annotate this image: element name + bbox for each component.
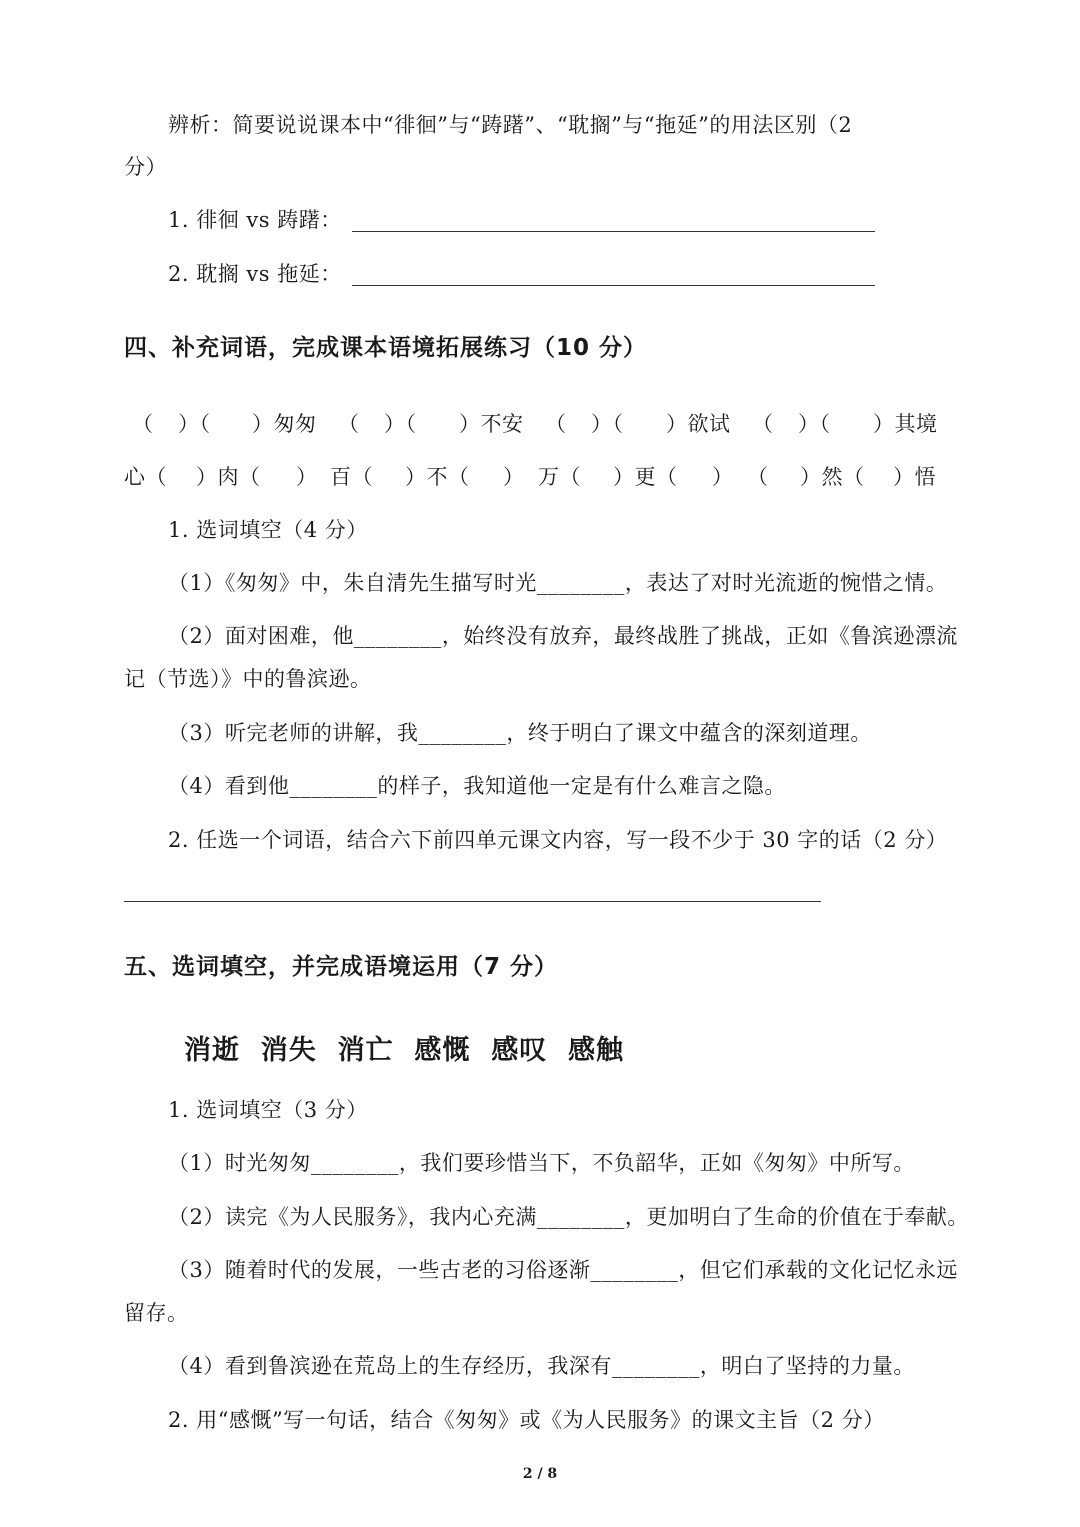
section-4-title: 四、补充词语，完成课本语境拓展练习（10 分） (124, 335, 648, 361)
s4-q1-item-4: （4）看到他________的样子，我知道他一定是有什么难言之隐。 (168, 774, 786, 798)
idiom-cell: （ (545, 412, 567, 436)
word-bank: 消逝 消失 消亡 感慨 感叹 感触 (184, 1035, 624, 1066)
s4-q1-item-1: （1）《匆匆》中，朱自清先生描写时光________，表达了对时光流逝的惋惜之情。 (168, 571, 948, 595)
idiom-cell: ）其境 (873, 412, 938, 436)
analysis-item-2: 2. 耽搁 vs 拖延： (168, 262, 342, 286)
analysis-item-1: 1. 徘徊 vs 踌躇： (168, 208, 342, 232)
s5-q1-item-2: （2）读完《为人民服务》，我内心充满________，更加明白了生命的价值在于奉献。 (168, 1205, 969, 1229)
idiom-cell: ）肉（ (196, 465, 261, 489)
idiom-cell: ）欲试 (666, 412, 731, 436)
idiom-cell: ）不安 (459, 412, 524, 436)
page-number: 2 / 8 (522, 1466, 558, 1482)
writing-answer-line[interactable] (124, 901, 821, 902)
idiom-cell: 心（ (124, 465, 167, 489)
s5-q1-item-3-cont: 留存。 (124, 1301, 189, 1325)
idiom-cell: ）更（ (613, 465, 678, 489)
s4-q2-heading: 2. 任选一个词语，结合六下前四单元课文内容，写一段不少于 30 字的话（2 分） (168, 828, 948, 852)
idiom-cell: ）不（ (405, 465, 470, 489)
idiom-cell: 万（ (538, 465, 581, 489)
idiom-cell: （ (338, 412, 360, 436)
idiom-cell: 百（ (330, 465, 373, 489)
idiom-cell: ）然（ (800, 465, 865, 489)
idiom-cell: ）（ (798, 412, 831, 436)
s4-q1-item-2-cont: 记（节选）》中的鲁滨逊。 (124, 667, 372, 691)
s5-q1-heading: 1. 选词填空（3 分） (168, 1098, 368, 1122)
idiom-cell: （ (752, 412, 774, 436)
analysis-prompt: 辨析：简要说说课本中“徘徊”与“踌躇”、“耽搁”与“拖延”的用法区别（2 (168, 113, 853, 137)
answer-line-1[interactable] (352, 231, 875, 232)
answer-line-2[interactable] (352, 285, 875, 286)
s5-q1-item-4: （4）看到鲁滨逊在荒岛上的生存经历，我深有________，明白了坚持的力量。 (168, 1354, 915, 1378)
s4-q1-heading: 1. 选词填空（4 分） (168, 518, 368, 542)
idiom-cell: ）（ (178, 412, 211, 436)
idiom-cell: （ (132, 412, 154, 436)
s4-q1-item-2: （2）面对困难，他________，始终没有放弃，最终战胜了挑战，正如《鲁滨逊漂流 (168, 624, 958, 648)
idiom-cell: ） (712, 465, 734, 489)
s4-q1-item-3: （3）听完老师的讲解，我________，终于明白了课文中蕴含的深刻道理。 (168, 721, 872, 745)
analysis-prompt-cont: 分） (124, 155, 167, 179)
section-5-title: 五、选词填空，并完成语境运用（7 分） (124, 954, 559, 980)
idiom-cell: ）（ (591, 412, 624, 436)
idiom-cell: （ (747, 465, 769, 489)
s5-q2-heading: 2. 用“感慨”写一句话，结合《匆匆》或《为人民服务》的课文主旨（2 分） (168, 1408, 885, 1432)
idiom-cell: ）（ (384, 412, 417, 436)
idiom-cell: ）匆匆 (252, 412, 317, 436)
idiom-cell: ） (296, 465, 318, 489)
idiom-cell: ） (503, 465, 525, 489)
s5-q1-item-1: （1）时光匆匆________，我们要珍惜当下，不负韶华，正如《匆匆》中所写。 (168, 1151, 915, 1175)
s5-q1-item-3: （3）随着时代的发展，一些古老的习俗逐渐________，但它们承载的文化记忆永远 (168, 1258, 958, 1282)
idiom-cell: ）悟 (893, 465, 936, 489)
